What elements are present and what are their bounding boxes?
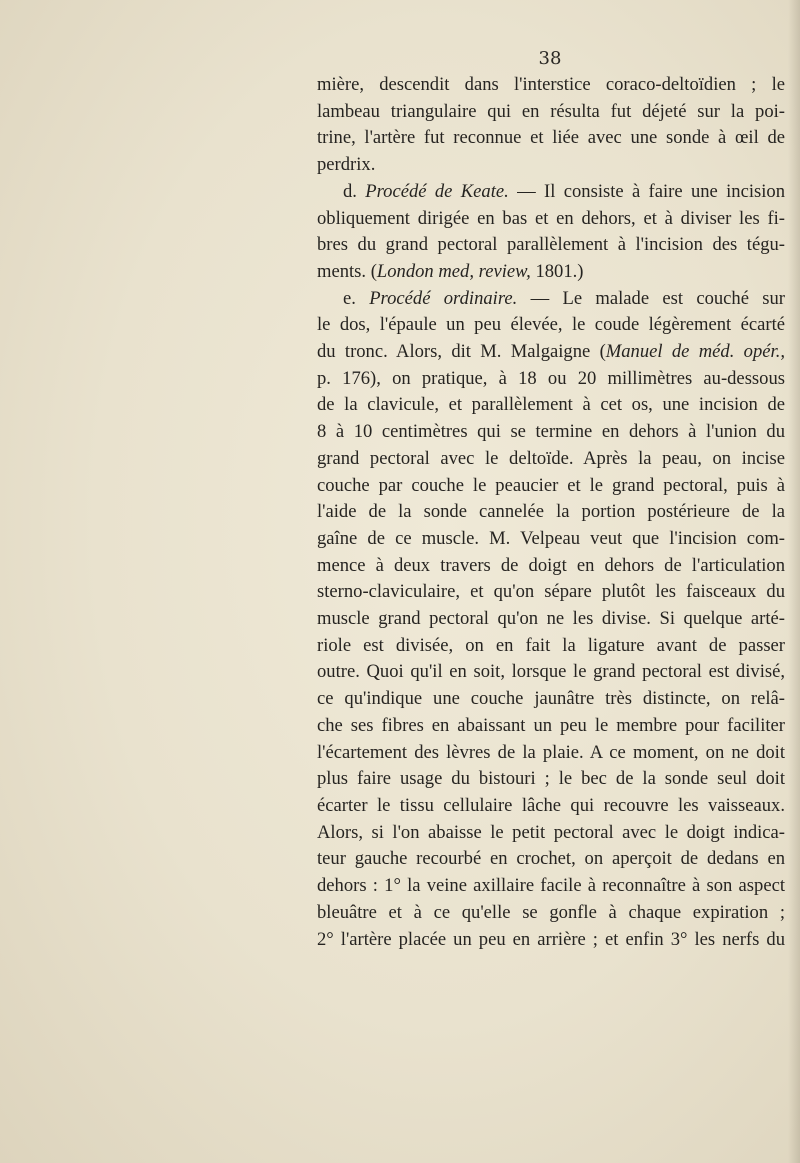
- citation-title: Manuel de méd. opér.,: [605, 341, 785, 363]
- text-line: écarter le tissu cellulaire lâche qui recouvre les vaisseaux.: [317, 794, 785, 816]
- citation-line: [317, 339, 785, 366]
- text-line: 8 à 10 centimètres qui se termine en dehors à l'union du: [317, 421, 785, 443]
- section-label: e.: [343, 287, 370, 309]
- text-line: l'écartement des lèvres de la plaie. A ce moment, on ne doit: [317, 741, 785, 763]
- text-run: — Le malade est couché sur: [517, 287, 785, 309]
- text-line: dehors : 1° la veine axillaire facile à reconnaître à son aspect: [317, 875, 785, 897]
- text-run: ments. (: [317, 260, 377, 282]
- text-line: couche par couche le peaucier et le grand pectoral, puis à: [317, 474, 785, 496]
- text-line: lambeau triangulaire qui en résulta fut déjeté sur la poi-: [317, 100, 785, 122]
- text-line: teur gauche recourbé en crochet, on aperçoit de dedans en: [317, 848, 785, 870]
- text-line: trine, l'artère fut reconnue et liée avec une sonde à œil de: [317, 127, 785, 149]
- text-line: grand pectoral avec le deltoïde. Après la peau, on incise: [317, 447, 785, 469]
- text-run: 1801.): [530, 260, 584, 282]
- text-run: du tronc. Alors, dit M. Malgaigne (: [317, 341, 606, 363]
- text-line: l'aide de la sonde cannelée la portion postérieure de la: [317, 501, 785, 523]
- text-line: de la clavicule, et parallèlement à cet os, une incision de: [317, 394, 785, 416]
- text-run: — Il consiste à faire une incision: [508, 180, 785, 202]
- text-line: sterno-claviculaire, et qu'on sépare plutôt les faisceaux du: [317, 581, 785, 603]
- text-line: ce qu'indique une couche jaunâtre très distincte, on relâ-: [317, 688, 785, 710]
- page-number: 38: [538, 48, 562, 69]
- section-label: d.: [343, 180, 366, 202]
- text-line: gaîne de ce muscle. M. Velpeau veut que l'incision com-: [317, 527, 785, 549]
- section-heading-line-d: [317, 179, 785, 206]
- text-line: muscle grand pectoral qu'on ne les divise. Si quelque arté-: [317, 608, 785, 630]
- text-line: bres du grand pectoral parallèlement à l'incision des tégu-: [317, 234, 785, 256]
- procedure-title: Procédé de Keate.: [365, 180, 509, 202]
- citation-title: London med, review,: [376, 260, 531, 282]
- text-line: mence à deux travers de doigt en dehors de l'articulation: [317, 554, 785, 576]
- text-line: outre. Quoi qu'il en soit, lorsque le grand pectoral est divisé,: [317, 661, 785, 683]
- text-line: plus faire usage du bistouri ; le bec de la sonde seul doit: [317, 768, 785, 790]
- text-line: 2° l'artère placée un peu en arrière ; et enfin 3° les nerfs du: [317, 928, 785, 950]
- page-edge-shadow: [788, 0, 800, 1163]
- text-line: bleuâtre et à ce qu'elle se gonfle à chaque expiration ;: [317, 901, 785, 923]
- citation-line: [317, 259, 785, 286]
- text-line: le dos, l'épaule un peu élevée, le coude légèrement écarté: [317, 314, 785, 336]
- procedure-title: Procédé ordinaire.: [369, 287, 518, 309]
- section-heading-line-e: [317, 286, 785, 313]
- text-line: che ses fibres en abaissant un peu le membre pour faciliter: [317, 714, 785, 736]
- text-line: obliquement dirigée en bas et en dehors, et à diviser les fi-: [317, 207, 785, 229]
- text-line: p. 176), on pratique, à 18 ou 20 millimètres au-dessous: [317, 367, 785, 389]
- text-line: perdrix.: [317, 154, 376, 176]
- text-line: Alors, si l'on abaisse le petit pectoral avec le doigt indica-: [317, 821, 785, 843]
- text-line: mière, descendit dans l'interstice coraco-deltoïdien ; le: [317, 74, 785, 95]
- body-text: [317, 72, 785, 953]
- text-line: riole est divisée, on en fait la ligature avant de passer: [317, 634, 785, 656]
